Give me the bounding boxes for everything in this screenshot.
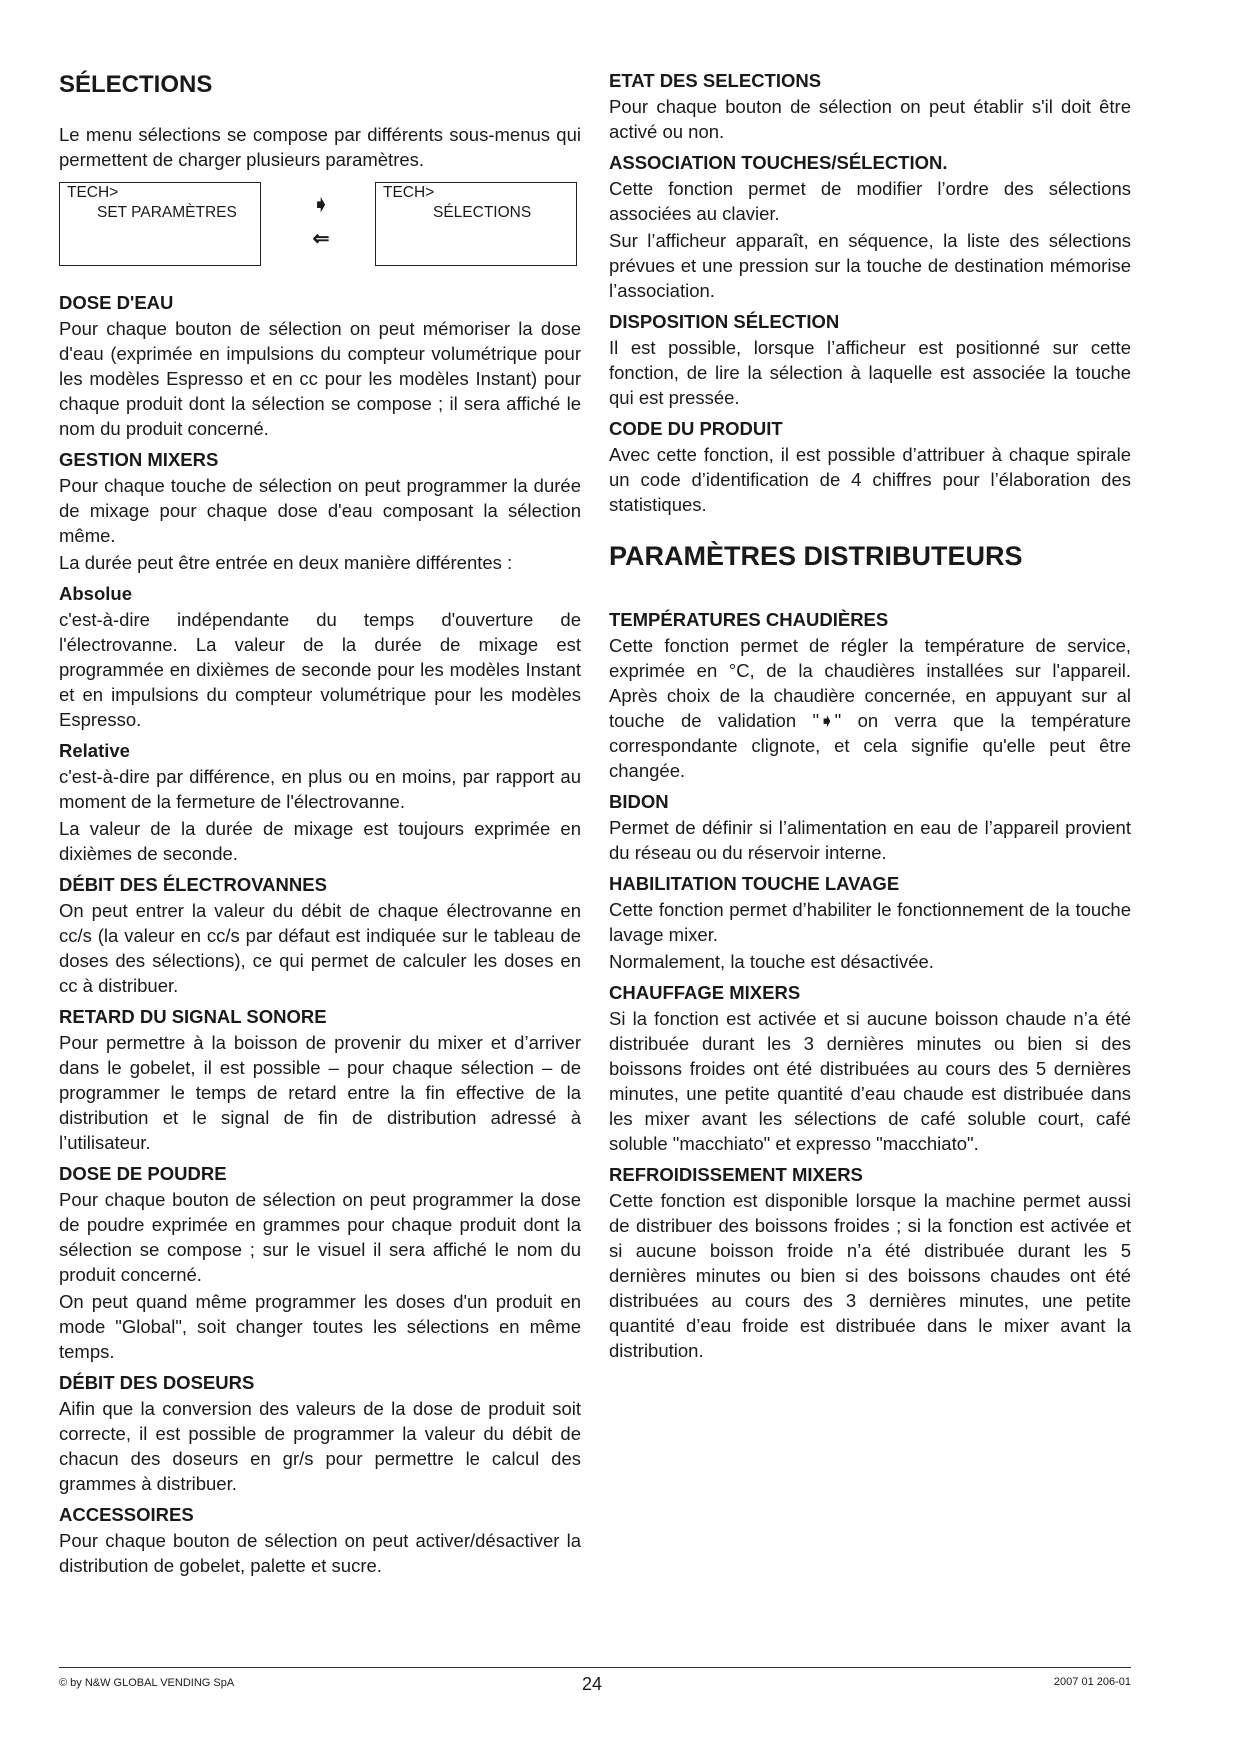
left-column — [59, 64, 581, 1580]
section-text: On peut entrer la valeur du débit de chaque électrovanne en cc/s (la valeur en cc/s par défaut est indiquée sur le tableau de doses des sélections), ce qui permet de calculer les doses en cc à distribuer. — [59, 900, 581, 996]
section-debit-electrovannes — [59, 868, 581, 998]
section-dose-poudre — [59, 1157, 581, 1364]
section-text: Pour chaque bouton de sélection on peut mémoriser la dose d'eau (exprimée en impulsions du compteur volumétrique pour les modèles Espresso et en cc pour les modèles Instant) pour chaque produit dont la sélection se compose ; il sera affiché le nom du produit concerné. — [59, 318, 581, 439]
section-text: Cette fonction permet de régler la température de service, exprimée en °C, de la chaudières installées sur l'appareil. Après choix de la chaudière concernée, en appuyant sur al touche de validation "➧" on verra que la température correspondante clignote, et cela signifie qu'elle peut être changée. — [609, 635, 1131, 781]
section-habilitation-lavage — [609, 867, 1131, 974]
section-retard-signal — [59, 1000, 581, 1155]
section-text: Aifin que la conversion des valeurs de la dose de produit soit correcte, il est possible de programmer la valeur du débit de chacun des doseurs en gr/s pour permettre le calcul des grammes à distribuer. — [59, 1398, 581, 1494]
section-etat-selections — [609, 64, 1131, 144]
section-text: Pour permettre à la boisson de provenir du mixer et d’arriver dans le gobelet, il est possible – pour chaque sélection – de programmer le temps de retard entre la fin effective de la distribution et le signal de fin de distribution adressé à l’utilisateur. — [59, 1032, 581, 1153]
menu-box-line: TECH> — [383, 184, 435, 201]
section-heading: ASSOCIATION TOUCHES/SÉLECTION. — [609, 152, 948, 173]
section-text: La valeur de la durée de mixage est toujours exprimée en dixièmes de seconde. — [59, 818, 581, 864]
section-heading: CODE DU PRODUIT — [609, 418, 783, 439]
menu-box-line: SET PARAMÈTRES — [97, 204, 237, 221]
menu-box-line: TECH> — [67, 184, 119, 201]
page-number: 24 — [582, 1674, 603, 1694]
section-heading: RETARD DU SIGNAL SONORE — [59, 1006, 327, 1027]
section-text: Cette fonction permet de modifier l’ordre des sélections associées au clavier. — [609, 178, 1131, 224]
section-heading: BIDON — [609, 791, 669, 812]
section-text: Il est possible, lorsque l’afficheur est positionné sur cette fonction, de lire la sélection à laquelle est associée la touche qui est pressée. — [609, 337, 1131, 408]
section-text: c'est-à-dire indépendante du temps d'ouverture de l'électrovanne. La valeur de la durée de mixage est programmée en dixièmes de seconde pour les modèles Instant et en impulsions du compteur volumétrique pour les modèles Espresso. — [59, 609, 581, 730]
section-text: Sur l’afficheur apparaît, en séquence, la liste des sélections prévues et une pression sur la touche de destination mémorise l’association. — [609, 230, 1131, 301]
section-accessoires — [59, 1498, 581, 1578]
arrow-right-icon: ➧ — [312, 194, 330, 216]
section-dose-eau — [59, 286, 581, 441]
section-refroidissement-mixers — [609, 1158, 1131, 1363]
section-heading: DOSE DE POUDRE — [59, 1163, 227, 1184]
section-heading: DISPOSITION SÉLECTION — [609, 311, 840, 332]
menu-box-set-parametres — [59, 182, 261, 266]
section-text: c'est-à-dire par différence, en plus ou en moins, par rapport au moment de la fermeture de l'électrovanne. — [59, 766, 581, 812]
section-gestion-mixers — [59, 443, 581, 575]
section-text: Normalement, la touche est désactivée. — [609, 951, 934, 972]
section-text: Avec cette fonction, il est possible d’attribuer à chaque spirale un code d’identification de 4 chiffres pour l’élaboration des statistiques. — [609, 444, 1131, 515]
arrow-left-icon: ⇐ — [312, 228, 330, 250]
section-text: Pour chaque bouton de sélection on peut établir s'il doit être activé ou non. — [609, 96, 1131, 142]
footer-copyright: © by N&W GLOBAL VENDING SpA — [59, 1677, 235, 1689]
section-text: La durée peut être entrée en deux manière différentes : — [59, 552, 513, 573]
right-column — [609, 64, 1131, 1365]
section-title-parametres-distributeurs: PARAMÈTRES DISTRIBUTEURS — [609, 541, 1023, 571]
section-heading: ETAT DES SELECTIONS — [609, 70, 822, 91]
section-heading: DÉBIT DES DOSEURS — [59, 1372, 255, 1393]
section-text: Pour chaque bouton de sélection on peut activer/désactiver la distribution de gobelet, palette et sucre. — [59, 1530, 581, 1576]
section-text: Pour chaque touche de sélection on peut programmer la durée de mixage pour chaque dose d'eau composant la sélection même. — [59, 475, 581, 546]
section-text: Cette fonction permet d’habiliter le fonctionnement de la touche lavage mixer. — [609, 899, 1131, 945]
section-chauffage-mixers — [609, 976, 1131, 1156]
section-heading: ACCESSOIRES — [59, 1504, 194, 1525]
section-text: Pour chaque bouton de sélection on peut programmer la dose de poudre exprimée en grammes pour chaque produit dont la sélection se compose ; sur le visuel il sera affiché le nom du produit concerné. — [59, 1189, 581, 1285]
footer-document-code: 2007 01 206-01 — [1053, 1676, 1131, 1688]
section-heading: Absolue — [59, 583, 132, 604]
section-temperatures-chaudieres — [609, 603, 1131, 783]
section-heading: DOSE D'EAU — [59, 292, 174, 313]
section-heading: REFROIDISSEMENT MIXERS — [609, 1164, 863, 1185]
section-text: Permet de définir si l’alimentation en eau de l’appareil provient du réseau ou du réservoir interne. — [609, 817, 1131, 863]
section-disposition-selection — [609, 305, 1131, 410]
section-heading: TEMPÉRATURES CHAUDIÈRES — [609, 609, 889, 630]
section-association-touches — [609, 146, 1131, 303]
section-text: Cette fonction est disponible lorsque la machine permet aussi de distribuer des boissons froides ; si la fonction est activée et si aucune boisson froide n’a été distribuée durant les 5 dernières minutes ou bien si des boissons chaudes ont été distribuées au cours des 3 dernières minutes, une petite quantité d’eau froide est distribuée dans le mixer avant la distribution. — [609, 1190, 1131, 1361]
section-title-selections: SÉLECTIONS — [59, 71, 213, 98]
section-bidon — [609, 785, 1131, 865]
section-debit-doseurs — [59, 1366, 581, 1496]
section-text: On peut quand même programmer les doses d'un produit en mode "Global", soit changer toutes les sélections en même temps. — [59, 1291, 581, 1362]
section-heading: CHAUFFAGE MIXERS — [609, 982, 801, 1003]
section-code-produit — [609, 412, 1131, 517]
section-text: Si la fonction est activée et si aucune boisson chaude n’a été distribuée durant les 3 dernières minutes ou bien si des boissons froides ont été distribuées au cours des 5 dernières minutes, une petite quantité d’eau chaude est distribuée dans les mixer avant les sélections de café soluble court, café soluble "macchiato" et expresso "macchiato". — [609, 1008, 1131, 1154]
section-heading: HABILITATION TOUCHE LAVAGE — [609, 873, 900, 894]
section-heading: Relative — [59, 740, 130, 761]
menu-diagram — [59, 182, 581, 268]
section-heading: GESTION MIXERS — [59, 449, 219, 470]
section-absolue — [59, 577, 581, 732]
footer-divider — [59, 1667, 1131, 1668]
section-heading: DÉBIT DES ÉLECTROVANNES — [59, 874, 327, 895]
intro-paragraph: Le menu sélections se compose par différents sous-menus qui permettent de charger plusieurs paramètres. — [59, 124, 581, 170]
menu-box-line: SÉLECTIONS — [433, 204, 532, 221]
menu-box-selections — [375, 182, 577, 266]
section-relative — [59, 734, 581, 866]
